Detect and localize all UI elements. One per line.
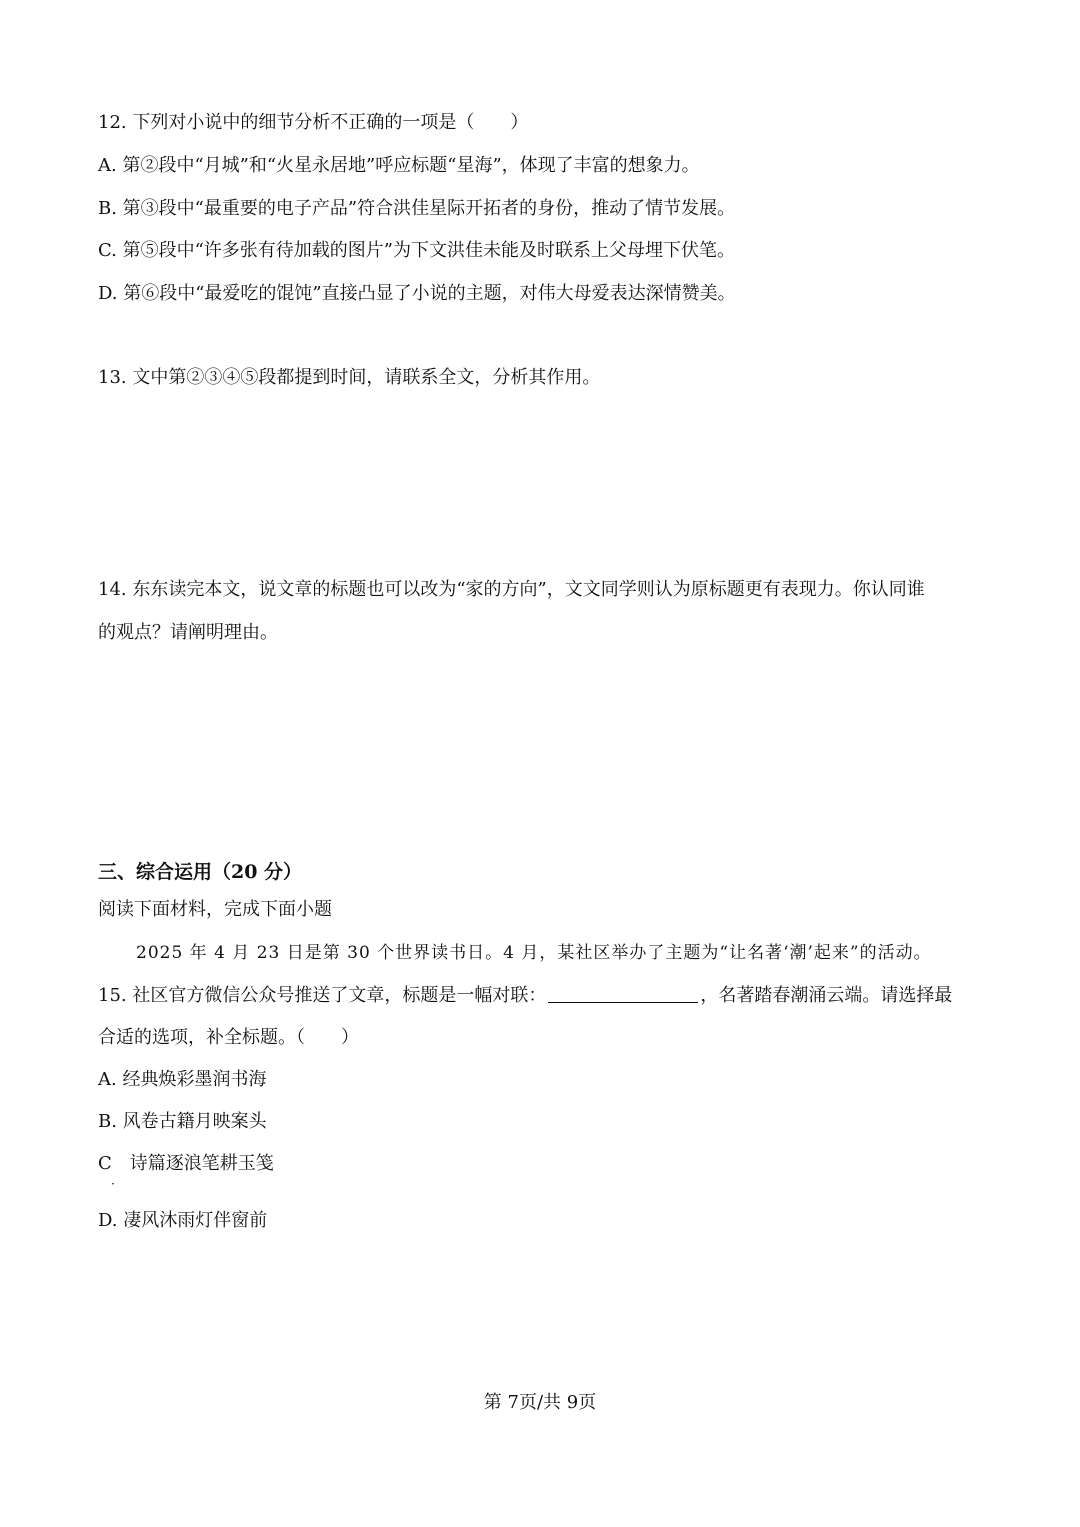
q15-stem-before: 15. 社区官方微信公众号推送了文章，标题是一幅对联： [98, 985, 547, 1006]
section3-heading: 三、综合运用（20 分） [98, 861, 303, 883]
q12-option-d: D. 第⑥段中“最爱吃的馄饨”直接凸显了小说的主题，对伟大母爱表达深情赞美。 [98, 283, 736, 304]
q15-option-d: D. 凄风沐雨灯伴窗前 [98, 1210, 268, 1231]
q12-option-a: A. 第②段中“月城”和“火星永居地”呼应标题“星海”，体现了丰富的想象力。 [98, 155, 700, 176]
q15-option-c: C 诗篇逐浪笔耕玉笺 [98, 1153, 274, 1174]
page-footer: 第 7页/共 9页 [483, 1392, 597, 1413]
section3-instruction: 阅读下面材料，完成下面小题 [98, 899, 332, 920]
q15-option-a: A. 经典焕彩墨润书海 [98, 1069, 267, 1090]
q15-stem-after: ，名著踏春潮涌云端。请选择最 [700, 985, 953, 1006]
q15-option-c-dot-mark: · [111, 1177, 115, 1191]
q12-stem: 12. 下列对小说中的细节分析不正确的一项是（ ） [98, 112, 529, 133]
q14-stem-line2: 的观点？请阐明理由。 [98, 622, 278, 643]
section3-material: 2025 年 4 月 23 日是第 30 个世界读书日。4 月，某社区举办了主题为“让名著‘潮’起来”的活动。 [136, 943, 932, 963]
q15-stem-line1 [98, 984, 952, 1008]
q12-option-b: B. 第③段中“最重要的电子产品”符合洪佳星际开拓者的身份，推动了情节发展。 [98, 198, 736, 219]
q13-stem: 13. 文中第②③④⑤段都提到时间，请联系全文，分析其作用。 [98, 367, 601, 388]
q15-stem-line2: 合适的选项，补全标题。（ ） [98, 1027, 359, 1048]
q15-option-b: B. 风卷古籍月映案头 [98, 1111, 267, 1132]
q14-stem-line1: 14. 东东读完本文，说文章的标题也可以改为“家的方向”，文文同学则认为原标题更有表现力。你认同谁 [98, 579, 925, 600]
q15-answer-blank [548, 984, 698, 1003]
q12-option-c: C. 第⑤段中“许多张有待加载的图片”为下文洪佳未能及时联系上父母埋下伏笔。 [98, 240, 735, 261]
